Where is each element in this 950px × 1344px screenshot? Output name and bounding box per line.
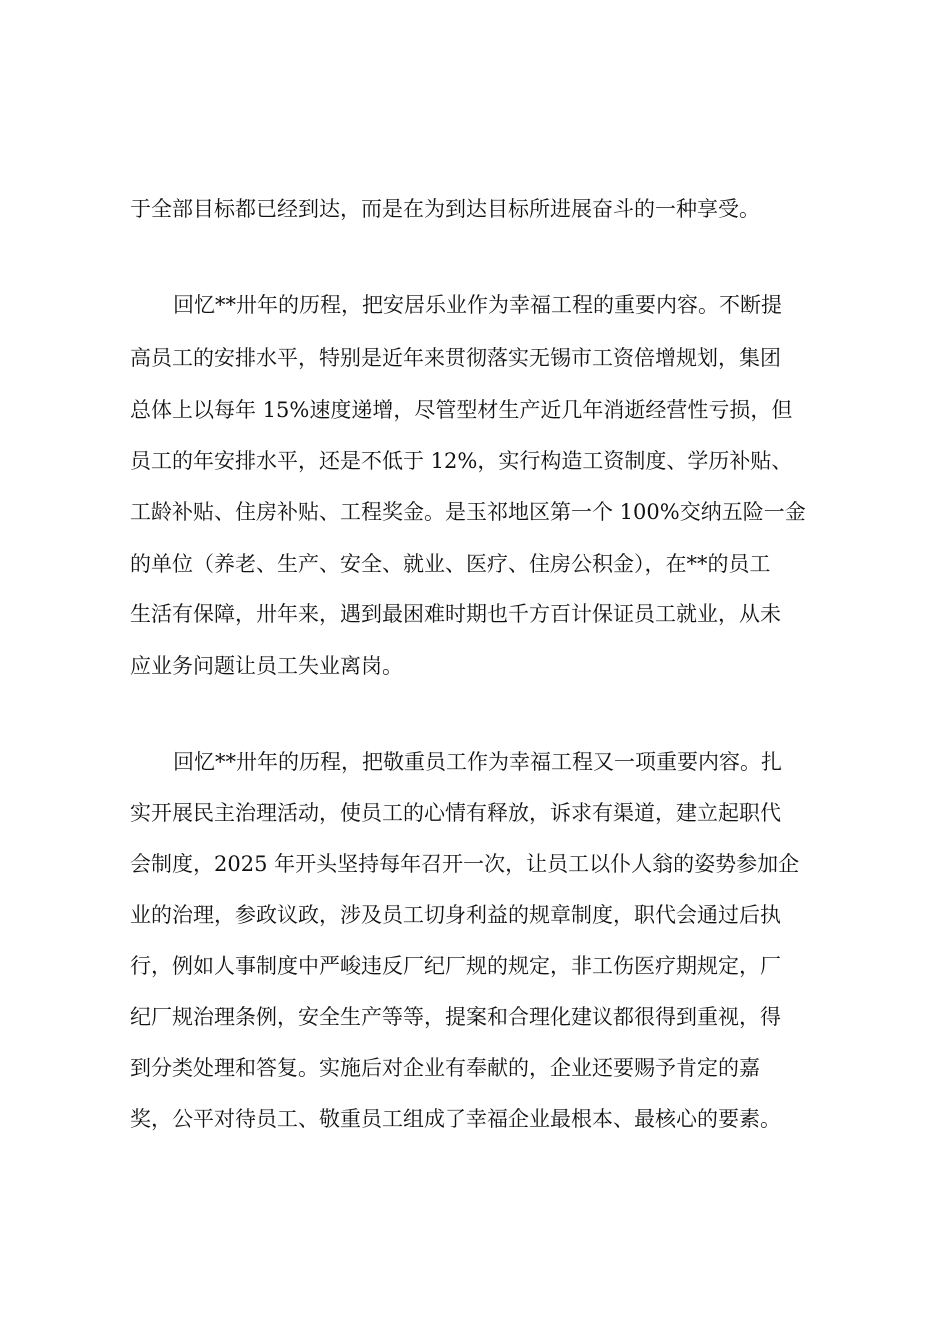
paragraph-2-line-3: 总体上以每年 15%速度递增，尽管型材生产近几年消逝经营性亏损，但 bbox=[130, 398, 793, 422]
paragraph-1-line-1: 于全部目标都已经到达，而是在为到达目标所进展奋斗的一种享受。 bbox=[130, 197, 760, 221]
paragraph-2-line-8: 应业务问题让员工失业离岗。 bbox=[130, 654, 403, 678]
paragraph-2-line-2: 高员工的安排水平，特别是近年来贯彻落实无锡市工资倍增规划，集团 bbox=[130, 346, 781, 370]
paragraph-2-line-5: 工龄补贴、住房补贴、工程奖金。是玉祁地区第一个 100%交纳五险一金 bbox=[130, 500, 806, 524]
paragraph-3-line-7: 到分类处理和答复。实施后对企业有奉献的，企业还要赐予肯定的嘉 bbox=[130, 1056, 760, 1080]
paragraph-3-line-1: 回忆**卅年的历程，把敬重员工作为幸福工程又一项重要内容。扎 bbox=[173, 750, 782, 774]
paragraph-2-line-4: 员工的年安排水平，还是不低于 12%，实行构造工资制度、学历补贴、 bbox=[130, 449, 793, 473]
paragraph-2-line-6: 的单位（养老、生产、安全、就业、医疗、住房公积金），在**的员工 bbox=[130, 552, 771, 576]
paragraph-2-line-1: 回忆**卅年的历程，把安居乐业作为幸福工程的重要内容。不断提 bbox=[173, 293, 782, 317]
paragraph-3-line-2: 实开展民主治理活动，使员工的心情有释放，诉求有渠道，建立起职代 bbox=[130, 801, 781, 825]
paragraph-3-line-8: 奖，公平对待员工、敬重员工组成了幸福企业最根本、最核心的要素。 bbox=[130, 1107, 781, 1131]
paragraph-3-line-5: 行，例如人事制度中严峻违反厂纪厂规的规定，非工伤医疗期规定，厂 bbox=[130, 954, 781, 978]
paragraph-3-line-3: 会制度，2025 年开头坚持每年召开一次，让员工以仆人翁的姿势参加企 bbox=[130, 852, 800, 876]
paragraph-2-line-7: 生活有保障，卅年来，遇到最困难时期也千方百计保证员工就业，从未 bbox=[130, 602, 781, 626]
paragraph-3-line-4: 业的治理，参政议政，涉及员工切身利益的规章制度，职代会通过后执 bbox=[130, 903, 781, 927]
paragraph-3-line-6: 纪厂规治理条例，安全生产等等，提案和合理化建议都很得到重视，得 bbox=[130, 1005, 781, 1029]
